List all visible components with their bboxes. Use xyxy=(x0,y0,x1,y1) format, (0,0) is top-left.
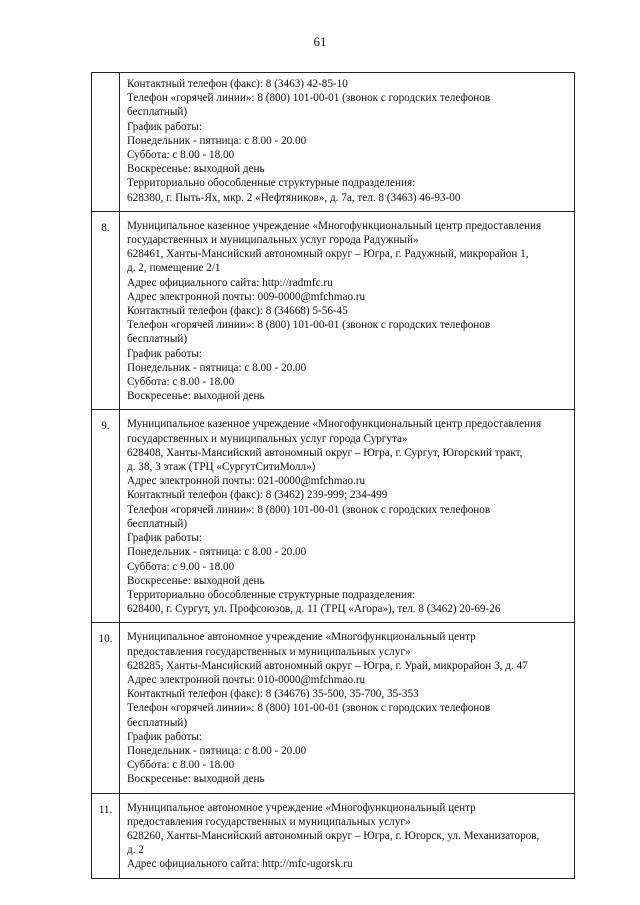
row-content xyxy=(120,623,575,793)
text-line: Суббота: с 8.00 - 18.00 xyxy=(127,759,235,772)
text-line: Территориально обособленные структурные подразделения: xyxy=(127,588,416,601)
table-row xyxy=(92,793,575,878)
row-content xyxy=(120,211,575,410)
row-number: 10. xyxy=(92,623,120,793)
text-line: График работы: xyxy=(127,120,203,133)
row-number xyxy=(92,73,120,212)
text-line: бесплатный) xyxy=(127,716,188,729)
text-line: График работы: xyxy=(127,730,203,743)
text-line: Суббота: с 8.00 - 18.00 xyxy=(127,376,235,389)
text-line: бесплатный) xyxy=(127,106,188,119)
text-line: государственных и муниципальных услуг города Сургута» xyxy=(127,432,408,445)
row-number: 11. xyxy=(92,793,120,878)
text-line: бесплатный) xyxy=(127,333,188,346)
row-number: 9. xyxy=(92,410,120,623)
text-line: Муниципальное автономное учреждение «Многофункциональный центр xyxy=(127,631,476,644)
text-line: Контактный телефон (факс): 8 (3463) 42-85-10 xyxy=(127,78,348,90)
text-line: 628285, Ханты-Мансийский автономный округ – Югра, г. Урай, микрорайон 3, д. 47 xyxy=(127,659,528,672)
text-line: Воскресенье: выходной день xyxy=(127,773,265,786)
table-row xyxy=(92,623,575,793)
text-line: Телефон «горячей линии»: 8 (800) 101-00-01 (звонок с городских телефонов xyxy=(127,503,491,516)
page-number: 61 xyxy=(313,34,327,49)
text-line: предоставления государственных и муниципальных услуг» xyxy=(127,815,411,828)
text-line: 628408, Ханты-Мансийский автономный округ – Югра, г. Сургут, Югорский тракт, xyxy=(127,446,523,459)
text-line: Муниципальное автономное учреждение «Многофункциональный центр xyxy=(127,801,476,814)
text-line: бесплатный) xyxy=(127,517,188,530)
text-line: Телефон «горячей линии»: 8 (800) 101-00-01 (звонок с городских телефонов xyxy=(127,702,491,715)
text-line: Муниципальное казенное учреждение «Многофункциональный центр предоставления xyxy=(127,418,542,431)
text-line: Адрес электронной почты: 010-0000@mfchmao.ru xyxy=(127,673,366,686)
text-line: Телефон «горячей линии»: 8 (800) 101-00-01 (звонок с городских телефонов xyxy=(127,319,491,332)
table-row xyxy=(92,211,575,410)
text-line: График работы: xyxy=(127,347,203,360)
text-line: Муниципальное казенное учреждение «Многофункциональный центр предоставления xyxy=(127,219,542,232)
text-line: 628380, г. Пыть-Ях, мкр. 2 «Нефтяников», д. 7а, тел. 8 (3463) 46-93-00 xyxy=(127,191,461,204)
text-line: 628260, Ханты-Мансийский автономный округ – Югра, г. Югорск, ул. Механизаторов, xyxy=(127,829,540,842)
registry-table-body xyxy=(92,73,575,879)
row-content xyxy=(120,793,575,878)
text-line: Понедельник - пятница: с 8.00 - 20.00 xyxy=(127,134,307,147)
text-line: Суббота: с 8.00 - 18.00 xyxy=(127,149,235,162)
text-line: государственных и муниципальных услуг города Радужный» xyxy=(127,234,419,247)
text-line: График работы: xyxy=(127,532,203,545)
mfc-registry-table xyxy=(91,72,575,879)
text-line: Контактный телефон (факс): 8 (3462) 239-999; 234-499 xyxy=(127,489,388,502)
text-line: д. 2, помещение 2/1 xyxy=(127,262,221,275)
text-line: Телефон «горячей линии»: 8 (800) 101-00-01 (звонок с городских телефонов xyxy=(127,92,491,105)
text-line: Контактный телефон (факс): 8 (34668) 5-56-45 xyxy=(127,305,348,318)
text-line: 628461, Ханты-Мансийский автономный округ – Югра, г. Радужный, микрорайон 1, xyxy=(127,248,529,261)
text-line: Адрес официального сайта: http://radmfc.ru xyxy=(127,276,333,289)
text-line: Понедельник - пятница: с 8.00 - 20.00 xyxy=(127,546,307,559)
text-line: Суббота: с 9.00 - 18.00 xyxy=(127,560,235,573)
table-row xyxy=(92,73,575,212)
text-line: Понедельник - пятница: с 8.00 - 20.00 xyxy=(127,744,307,757)
row-content xyxy=(120,410,575,623)
text-line: Воскресенье: выходной день xyxy=(127,163,265,176)
text-line: Территориально обособленные структурные подразделения: xyxy=(127,177,416,190)
row-content xyxy=(120,73,575,212)
text-line: д. 38, 3 этаж (ТРЦ «СургутСитиМолл») xyxy=(127,461,316,474)
text-line: предоставления государственных и муниципальных услуг» xyxy=(127,645,411,658)
text-line: Адрес электронной почты: 021-0000@mfchmao.ru xyxy=(127,475,366,488)
table-row xyxy=(92,410,575,623)
text-line: Воскресенье: выходной день xyxy=(127,574,265,587)
text-line: 628400, г. Сургут, ул. Профсоюзов, д. 11 (ТРЦ «Агора»), тел. 8 (3462) 20-69-26 xyxy=(127,603,501,616)
row-number: 8. xyxy=(92,211,120,410)
text-line: д. 2 xyxy=(127,844,144,857)
text-line: Адрес официального сайта: http://mfc-ugorsk.ru xyxy=(127,858,353,871)
text-line: Понедельник - пятница: с 8.00 - 20.00 xyxy=(127,361,307,374)
text-line: Контактный телефон (факс): 8 (34676) 35-500, 35-700, 35-353 xyxy=(127,688,419,701)
text-line: Адрес электронной почты: 009-0000@mfchmao.ru xyxy=(127,290,366,303)
text-line: Воскресенье: выходной день xyxy=(127,390,265,403)
